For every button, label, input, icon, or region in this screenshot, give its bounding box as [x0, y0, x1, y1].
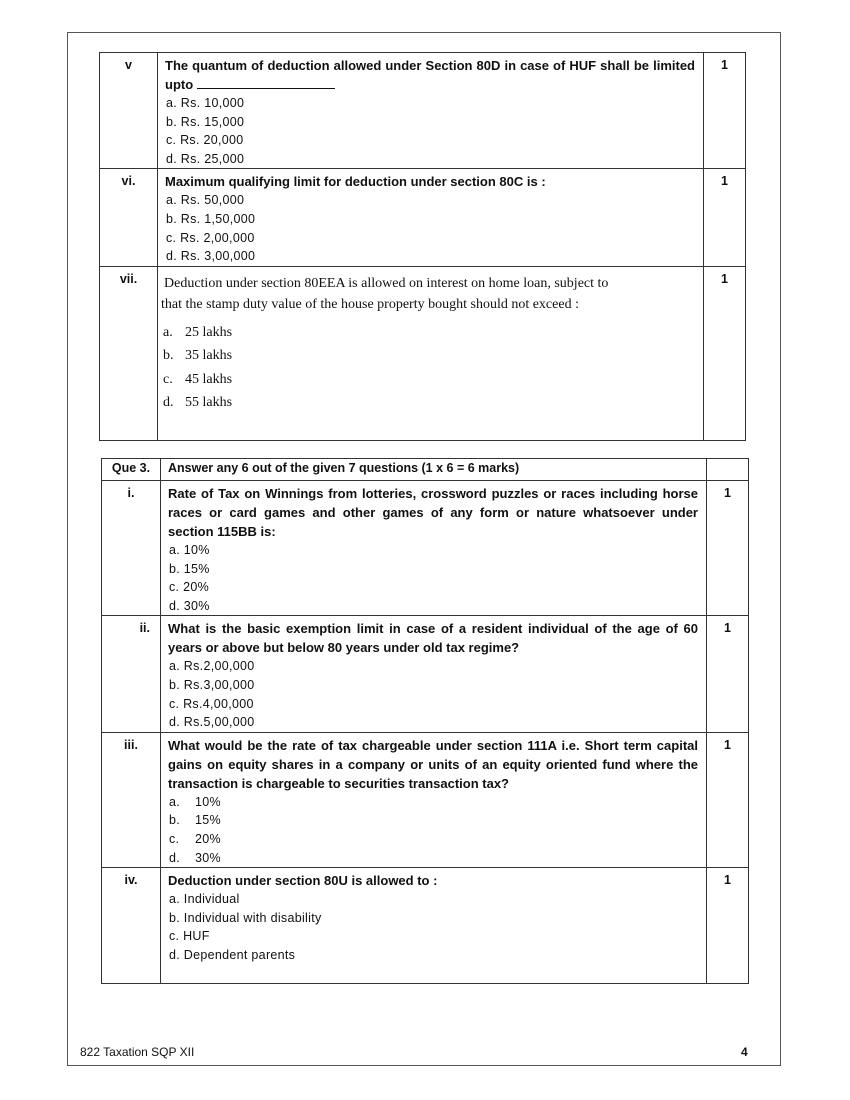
option: b. 35 lakhs	[163, 348, 233, 364]
question-text: Deduction under section 80U is allowed to :	[168, 873, 438, 889]
option: d. 30%	[169, 850, 221, 865]
table-row	[102, 481, 749, 616]
question-text: What is the basic exemption limit in case of a resident individual of the age of 60 years or above but below 80 years under old tax regime?	[168, 621, 698, 656]
table-row	[102, 732, 749, 867]
marks: 1	[707, 616, 749, 732]
table-row	[102, 868, 749, 984]
option: a. Rs. 10,000	[166, 96, 245, 110]
question-cell	[158, 266, 704, 440]
question-number: vi.	[100, 169, 158, 266]
option: a. 10%	[169, 794, 221, 809]
question-number: iii.	[102, 732, 161, 867]
option: d. Dependent parents	[169, 947, 296, 962]
options-list	[161, 890, 706, 964]
question-text: Rate of Tax on Winnings from lotteries, crossword puzzles or races including horse races or card games and other games of any form or nature whatsoever under section 115BB is:	[168, 486, 698, 539]
question-number: v	[100, 53, 158, 169]
answer-blank	[197, 76, 335, 89]
option: c. HUF	[169, 929, 210, 944]
option: d. 55 lakhs	[163, 395, 233, 411]
question-number: iv.	[102, 868, 161, 984]
option: b. 15%	[169, 561, 210, 576]
option: a. 10%	[169, 543, 210, 557]
table-row	[102, 616, 749, 732]
option: b. Rs. 15,000	[166, 114, 245, 129]
options-list	[161, 541, 706, 615]
options-list	[161, 793, 706, 867]
marks: 1	[704, 266, 746, 440]
option: c. 20%	[169, 831, 221, 846]
question-cell	[158, 53, 704, 169]
question-number: ii.	[102, 616, 161, 732]
que-label: Que 3.	[102, 459, 161, 481]
options-list	[161, 657, 706, 731]
question-cell	[161, 481, 707, 616]
question-text: The quantum of deduction allowed under Section 80D in case of HUF shall be limited upto	[165, 58, 695, 92]
marks: 1	[707, 481, 749, 616]
question-cell	[161, 732, 707, 867]
questions-table-2	[101, 458, 749, 984]
instruction: Answer any 6 out of the given 7 questions (1 x 6 = 6 marks)	[161, 459, 707, 481]
question-cell	[161, 868, 707, 984]
question-cell	[161, 616, 707, 732]
option: b. 15%	[169, 813, 221, 828]
question-text: What would be the rate of tax chargeable under section 111A i.e. Short term capital gains on equity shares in a company or units of an equity oriented fund where the transaction is chargeable to securities transaction tax?	[168, 737, 698, 791]
page-number: 4	[741, 1045, 748, 1059]
option: c. Rs.4,00,000	[169, 696, 254, 711]
option: a. Rs. 50,000	[166, 193, 245, 208]
option: d. Rs. 25,000	[166, 151, 245, 166]
questions-table-1	[99, 52, 746, 441]
option: c. Rs. 2,00,000	[166, 230, 255, 245]
option: d. Rs. 3,00,000	[166, 249, 256, 264]
option: c. 20%	[169, 580, 210, 595]
option: c. 45 lakhs	[163, 371, 233, 387]
marks: 1	[707, 732, 749, 867]
options-list	[158, 191, 703, 265]
option: d. 30%	[169, 598, 210, 613]
table-header-row	[102, 459, 749, 481]
table-row	[100, 169, 746, 266]
footer-title: 822 Taxation SQP XII	[80, 1045, 195, 1059]
option: a. Individual	[169, 892, 240, 907]
question-cell	[158, 169, 704, 266]
options-list	[158, 94, 703, 168]
option: a. 25 lakhs	[163, 324, 233, 340]
question-number: vii.	[100, 266, 158, 440]
option: b. Rs. 1,50,000	[166, 211, 256, 226]
marks: 1	[707, 868, 749, 984]
option: b. Individual with disability	[169, 910, 322, 925]
option: a. Rs.2,00,000	[169, 659, 255, 674]
question-number: i.	[102, 481, 161, 616]
option: c. Rs. 20,000	[166, 133, 244, 148]
question-text: Maximum qualifying limit for deduction under section 80C is :	[165, 174, 546, 190]
table-row	[100, 53, 746, 169]
question-text: Deduction under section 80EEA is allowed on interest on home loan, subject to that the stamp duty value of the house property bought should not exceed :	[161, 275, 609, 312]
marks: 1	[704, 53, 746, 169]
option: b. Rs.3,00,000	[169, 677, 255, 692]
option: d. Rs.5,00,000	[169, 715, 255, 730]
marks: 1	[704, 169, 746, 266]
table-row	[100, 266, 746, 440]
options-list	[158, 321, 703, 415]
